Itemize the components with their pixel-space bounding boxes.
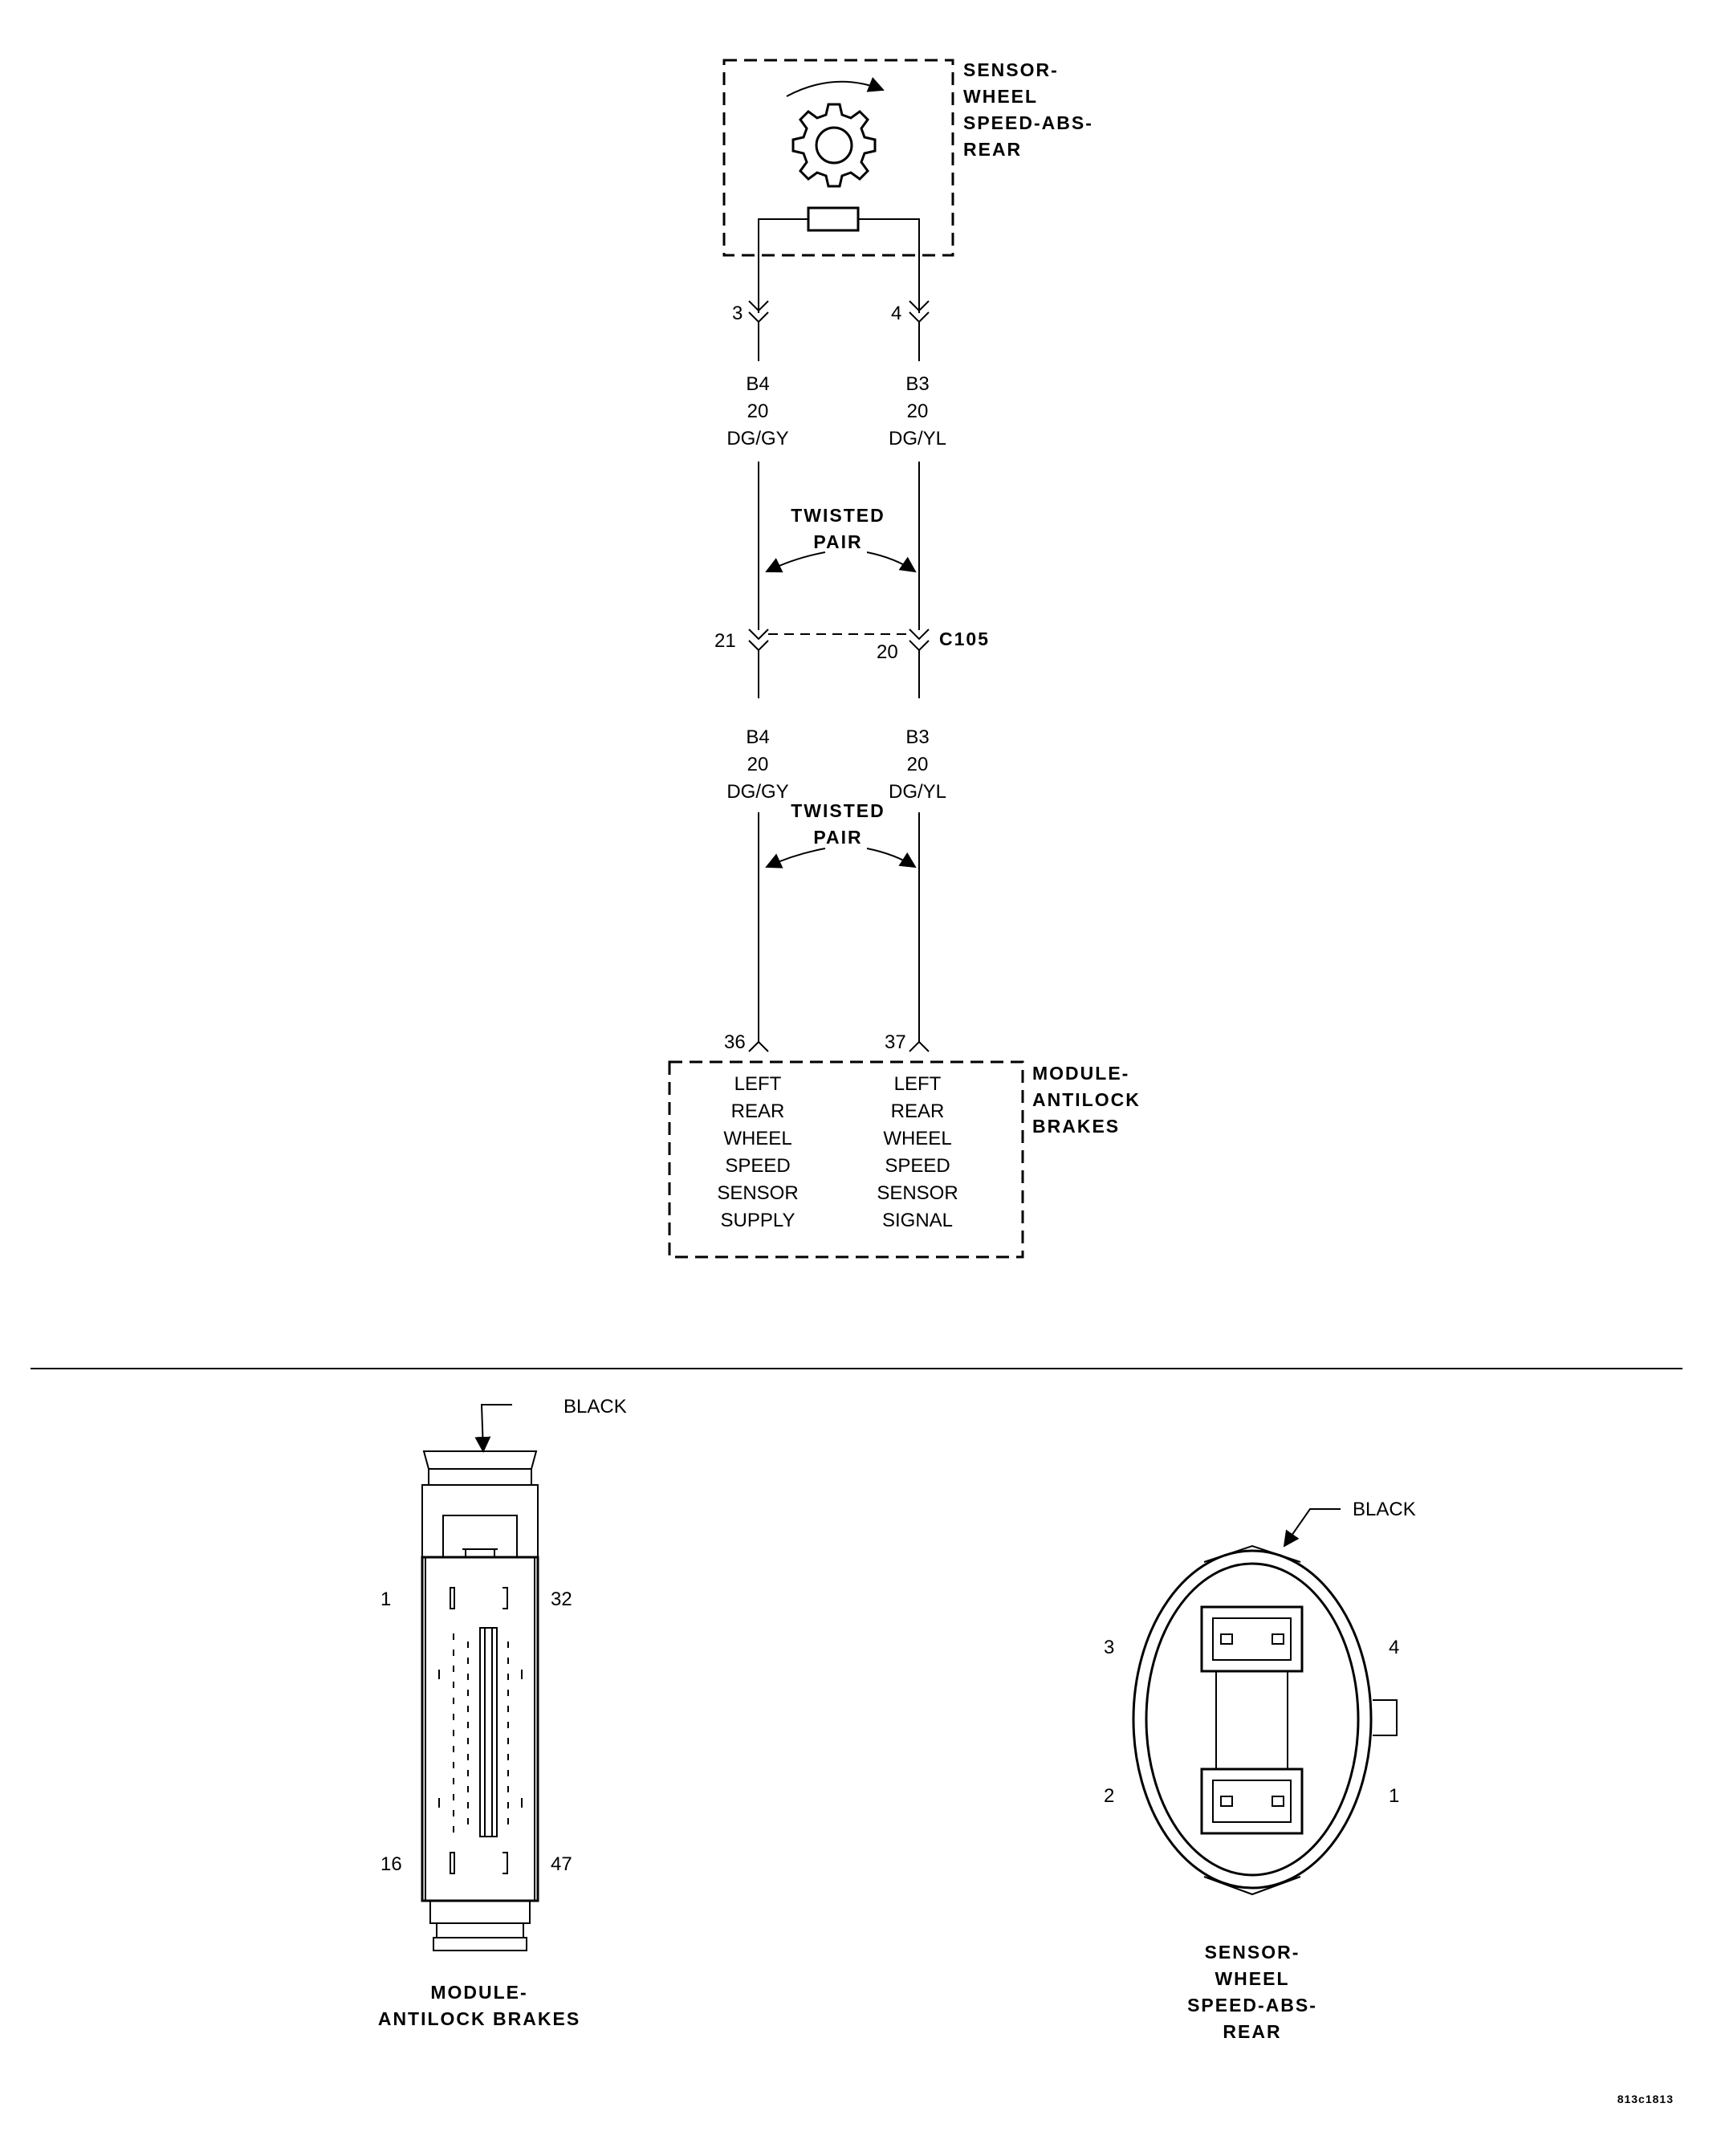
sensor-connector-caption-3: SPEED-ABS- <box>1187 1995 1317 2016</box>
sensor-connector-pin-2: 2 <box>1104 1785 1115 1807</box>
wire-right-color-lower: DG/YL <box>888 781 947 803</box>
wire-right-circuit-lower: B3 <box>905 726 930 748</box>
wire-right-color-upper: DG/YL <box>888 428 947 450</box>
module-right-function-3: WHEEL <box>883 1128 952 1149</box>
module-left-function-5: SENSOR <box>717 1182 799 1204</box>
module-right-function-6: SIGNAL <box>881 1210 954 1231</box>
module-right-function-1: LEFT <box>893 1073 942 1095</box>
module-right-function-2: REAR <box>890 1100 945 1122</box>
c105-name: C105 <box>939 628 990 649</box>
sensor-connector-view <box>1133 1509 1400 1894</box>
wire-right-gauge-lower: 20 <box>906 754 929 775</box>
sensor-name-line-2: WHEEL <box>963 86 1039 107</box>
module-name-line-2: ANTILOCK <box>1032 1089 1141 1110</box>
gear-icon <box>793 104 875 186</box>
module-connector-view <box>422 1405 538 1951</box>
twisted-pair-label-upper-2: PAIR <box>813 531 863 552</box>
c105-pin-right: 20 <box>877 641 898 663</box>
sensor-connector-pin-1: 1 <box>1389 1785 1400 1807</box>
module-connector-pin-47: 47 <box>551 1853 572 1875</box>
module-left-function-2: REAR <box>730 1100 785 1122</box>
module-left-function-3: WHEEL <box>723 1128 792 1149</box>
sensor-name-line-1: SENSOR- <box>963 59 1059 80</box>
module-connector-pin-1: 1 <box>380 1589 392 1610</box>
wire-left-color-lower: DG/GY <box>726 781 789 803</box>
twisted-pair-label-lower-1: TWISTED <box>791 800 885 821</box>
sensor-connector-pin-4: 4 <box>1389 1637 1400 1658</box>
module-pin-right: 37 <box>885 1031 906 1053</box>
sensor-pin-right: 4 <box>891 303 902 324</box>
module-pin-left: 36 <box>724 1031 746 1053</box>
sensor-name-line-4: REAR <box>963 139 1023 160</box>
module-right-function-5: SENSOR <box>877 1182 958 1204</box>
sensor-connector-color: BLACK <box>1353 1499 1416 1520</box>
wire-left-gauge-upper: 20 <box>747 401 769 422</box>
wheel-speed-sensor-symbol <box>724 60 953 313</box>
sensor-name-line-3: SPEED-ABS- <box>963 112 1093 133</box>
module-name-line-3: BRAKES <box>1032 1116 1121 1137</box>
module-connector-caption-1: MODULE- <box>430 1982 528 2003</box>
module-right-function-4: SPEED <box>885 1155 950 1177</box>
twisted-pair-label-lower-2: PAIR <box>813 827 863 848</box>
sensor-pin-symbols <box>749 301 929 361</box>
sensor-connector-pin-3: 3 <box>1104 1637 1115 1658</box>
figure-id: 813c1813 <box>1617 2093 1674 2105</box>
module-left-function-1: LEFT <box>734 1073 782 1095</box>
sensor-connector-caption-4: REAR <box>1223 2021 1282 2042</box>
wire-right-gauge-upper: 20 <box>906 401 929 422</box>
module-connector-pin-32: 32 <box>551 1589 572 1610</box>
wire-left-circuit-lower: B4 <box>746 726 770 748</box>
wire-right-circuit-upper: B3 <box>905 373 930 395</box>
sensor-connector-caption-2: WHEEL <box>1215 1968 1290 1989</box>
sensor-pin-left: 3 <box>732 303 743 324</box>
module-left-function-4: SPEED <box>725 1155 791 1177</box>
module-name-line-1: MODULE- <box>1032 1063 1130 1084</box>
c105-connector-symbol <box>749 629 929 698</box>
module-connector-color: BLACK <box>564 1396 627 1418</box>
wire-left-gauge-lower: 20 <box>747 754 769 775</box>
module-left-function-6: SUPPLY <box>720 1210 795 1231</box>
wire-left-circuit-upper: B4 <box>746 373 770 395</box>
c105-pin-left: 21 <box>714 630 736 652</box>
wire-left-color-upper: DG/GY <box>726 428 789 450</box>
twisted-pair-label-upper-1: TWISTED <box>791 505 885 526</box>
sensor-connector-caption-1: SENSOR- <box>1204 1942 1300 1963</box>
module-connector-pin-16: 16 <box>380 1853 402 1875</box>
module-connector-caption-2: ANTILOCK BRAKES <box>377 2008 581 2029</box>
